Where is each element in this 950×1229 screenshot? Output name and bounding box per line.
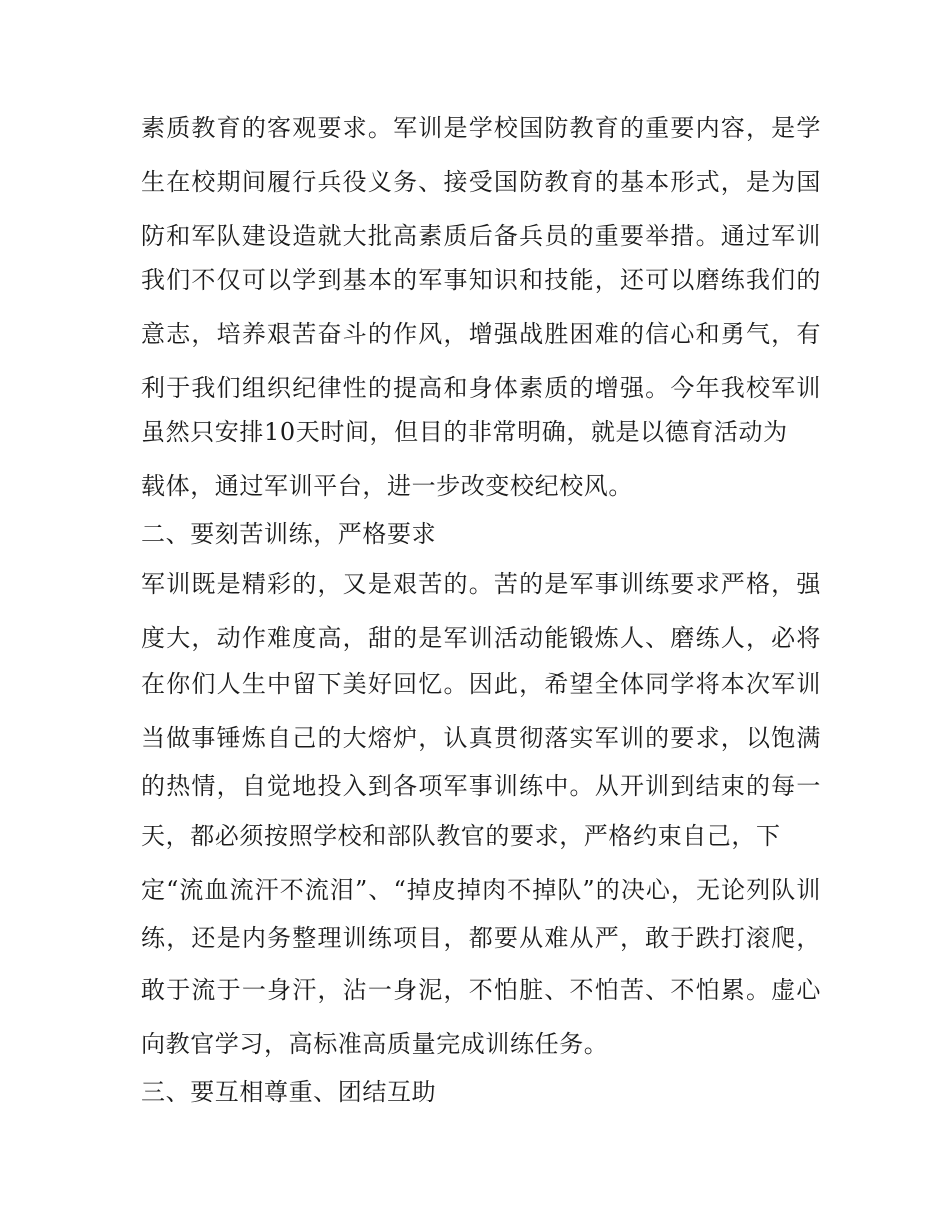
body-text-line: 虽然只安排10天时间，但目的非常明确，就是以德育活动为 (141, 418, 788, 446)
body-text-line: 生在校期间履行兵役义务、接受国防教育的基本形式，是为国 (141, 168, 821, 196)
body-text-line: 利于我们组织纪律性的提高和身体素质的增强。今年我校军训 (141, 374, 821, 402)
body-text-line: 度大，动作难度高，甜的是军训活动能锻炼人、磨练人，必将 (141, 624, 821, 652)
body-text-line: 意志，培养艰苦奋斗的作风，增强战胜困难的信心和勇气，有 (141, 320, 821, 348)
body-text-line: 载体，通过军训平台，进一步改变校纪校风。 (141, 472, 633, 500)
body-text-line: 在你们人生中留下美好回忆。因此，希望全体同学将本次军训 (141, 670, 821, 698)
body-text-line: 定“流血流汗不流泪”、“掉皮掉肉不掉队”的决心，无论列队训 (141, 876, 821, 904)
body-text-line: 敢于流于一身汗，沾一身泥，不怕脏、不怕苦、不怕累。虚心 (141, 976, 821, 1004)
body-text-line: 素质教育的客观要求。军训是学校国防教育的重要内容，是学 (141, 114, 821, 142)
body-text-line: 军训既是精彩的，又是艰苦的。苦的是军事训练要求严格，强 (141, 570, 821, 598)
body-text-line: 当做事锤炼自己的大熔炉，认真贯彻落实军训的要求，以饱满 (141, 724, 821, 752)
section-heading: 二、要刻苦训练，严格要求 (141, 520, 437, 548)
section-heading: 三、要互相尊重、团结互助 (141, 1078, 437, 1106)
body-text-line: 防和军队建设造就大批高素质后备兵员的重要举措。通过军训 (141, 222, 821, 250)
body-text-line: 的热情，自觉地投入到各项军事训练中。从开训到结束的每一 (141, 772, 821, 800)
body-text-line: 练，还是内务整理训练项目，都要从难从严，敢于跌打滚爬， (141, 924, 821, 952)
body-text-line: 天，都必须按照学校和部队教官的要求，严格约束自己，下 (141, 822, 781, 850)
body-text-line: 我们不仅可以学到基本的军事知识和技能，还可以磨练我们的 (141, 266, 821, 294)
body-text-line: 向教官学习，高标准高质量完成训练任务。 (141, 1030, 609, 1058)
